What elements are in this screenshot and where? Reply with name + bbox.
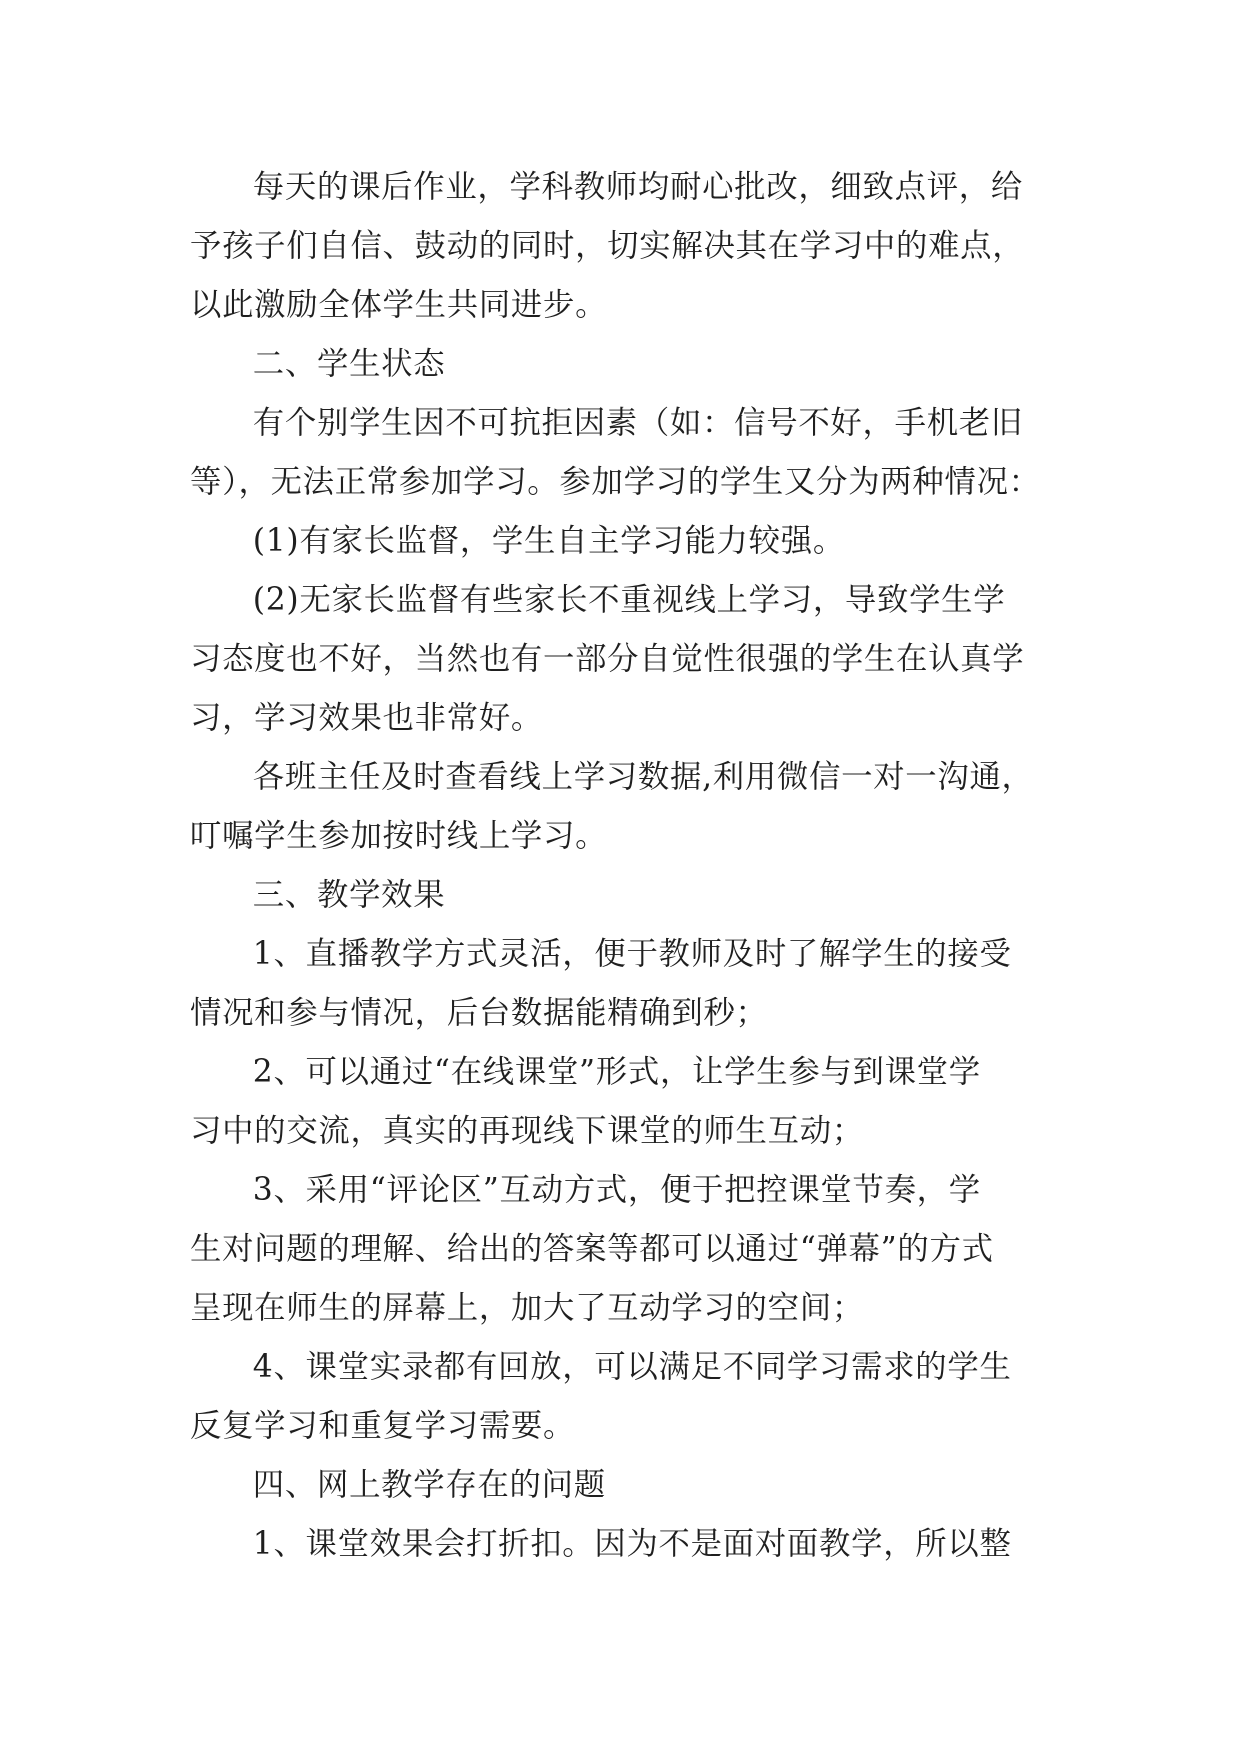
text-line: 习中的交流，真实的再现线下课堂的师生互动； — [190, 1113, 864, 1149]
text-line: 等），无法正常参加学习。参加学习的学生又分为两种情况： — [190, 464, 1041, 500]
text-line: 叮嘱学生参加按时线上学习。 — [190, 818, 608, 854]
text-line: 予孩子们自信、鼓动的同时，切实解决其在学习中的难点， — [190, 228, 1025, 264]
text-line: 习态度也不好，当然也有一部分自觉性很强的学生在认真学 — [190, 641, 1025, 677]
text-line: 1、直播教学方式灵活，便于教师及时了解学生的接受 — [252, 936, 1012, 972]
paragraph-class-teachers — [190, 748, 1070, 866]
text-line: 反复学习和重复学习需要。 — [190, 1408, 576, 1444]
text-line: 2、可以通过“在线课堂”形式，让学生参与到课堂学 — [252, 1054, 981, 1090]
text-line: 4、课堂实录都有回放，可以满足不同学习需求的学生 — [252, 1349, 1012, 1385]
text-line: 有个别学生因不可抗拒因素（如：信号不好，手机老旧 — [252, 405, 1023, 441]
text-line: 3、采用“评论区”互动方式，便于把控课堂节奏，学 — [252, 1172, 981, 1208]
heading-text: 三、教学效果 — [252, 877, 446, 913]
section-heading-student-status — [190, 335, 1070, 394]
text-line: 情况和参与情况，后台数据能精确到秒； — [190, 995, 768, 1031]
heading-text: 二、学生状态 — [252, 346, 446, 382]
section-heading-problems — [190, 1456, 1070, 1515]
text-line: 每天的课后作业，学科教师均耐心批改，细致点评，给 — [252, 169, 1023, 205]
list-item-comment-area — [190, 1161, 1070, 1338]
text-line: 1、课堂效果会打折扣。因为不是面对面教学，所以整 — [252, 1526, 1012, 1562]
heading-text: 四、网上教学存在的问题 — [252, 1467, 606, 1503]
text-line: (2)无家长监督有些家长不重视线上学习，导致学生学 — [252, 582, 1006, 618]
list-item-parent-supervised — [190, 512, 1070, 571]
list-item-class-effect — [190, 1515, 1070, 1574]
text-line: 各班主任及时查看线上学习数据,利用微信一对一沟通， — [252, 759, 1034, 795]
document-body — [190, 158, 1070, 1574]
list-item-online-classroom — [190, 1043, 1070, 1161]
text-line: 以此激励全体学生共同进步。 — [190, 287, 608, 323]
text-line: 习，学习效果也非常好。 — [190, 700, 543, 736]
text-line: 呈现在师生的屏幕上，加大了互动学习的空间； — [190, 1290, 864, 1326]
paragraph-student-conditions — [190, 394, 1070, 512]
list-item-no-supervision — [190, 571, 1070, 748]
section-heading-teaching-effect — [190, 866, 1070, 925]
text-line: 生对问题的理解、给出的答案等都可以通过“弹幕”的方式 — [190, 1231, 994, 1267]
paragraph-homework — [190, 158, 1070, 335]
text-line: (1)有家长监督，学生自主学习能力较强。 — [252, 523, 845, 559]
list-item-playback — [190, 1338, 1070, 1456]
list-item-live-teaching — [190, 925, 1070, 1043]
